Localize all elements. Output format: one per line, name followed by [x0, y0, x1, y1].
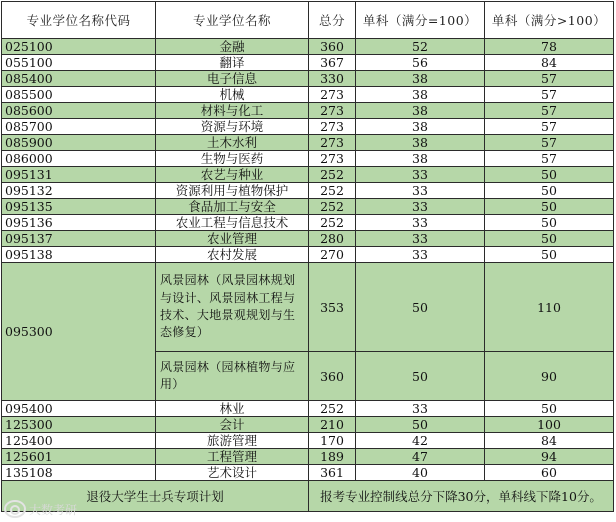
cell-single-gt100: 60 — [485, 465, 614, 481]
cell-code: 095131 — [2, 167, 156, 183]
cell-name: 机械 — [156, 87, 309, 103]
cell-code: 095400 — [2, 401, 156, 417]
cell-single-100: 33 — [356, 183, 485, 199]
cell-single-gt100: 100 — [485, 417, 614, 433]
cell-total: 273 — [309, 87, 356, 103]
cell-total: 170 — [309, 433, 356, 449]
cell-name: 资源与环境 — [156, 119, 309, 135]
table-row-landscape-1 — [2, 263, 614, 352]
header-code: 专业学位名称代码 — [2, 2, 156, 39]
table-row — [2, 215, 614, 231]
cell-total: 252 — [309, 167, 356, 183]
cell-code: 135108 — [2, 465, 156, 481]
cell-code: 095300 — [2, 263, 156, 401]
cell-name: 翻译 — [156, 55, 309, 71]
cell-name: 农村发展 — [156, 247, 309, 263]
watermark-logo-icon — [4, 500, 26, 518]
cell-total: 270 — [309, 247, 356, 263]
cell-total: 330 — [309, 71, 356, 87]
cell-single-gt100: 57 — [485, 71, 614, 87]
table-row — [2, 135, 614, 151]
cell-name: 资源利用与植物保护 — [156, 183, 309, 199]
watermark-text: 大数考研 — [29, 502, 78, 517]
cell-total: 252 — [309, 401, 356, 417]
cell-code: 085400 — [2, 71, 156, 87]
table-row — [2, 231, 614, 247]
table-row — [2, 87, 614, 103]
header-row — [2, 2, 614, 39]
cell-total: 273 — [309, 119, 356, 135]
table-row — [2, 199, 614, 215]
cell-name: 旅游管理 — [156, 433, 309, 449]
table-row — [2, 39, 614, 55]
cell-code: 125601 — [2, 449, 156, 465]
cell-name: 风景园林（园林植物与应用） — [156, 352, 309, 401]
cell-single-100: 33 — [356, 401, 485, 417]
cell-name: 农业管理 — [156, 231, 309, 247]
cell-name: 艺术设计 — [156, 465, 309, 481]
cell-name: 生物与医药 — [156, 151, 309, 167]
cell-total: 252 — [309, 199, 356, 215]
table-row — [2, 55, 614, 71]
cell-single-gt100: 50 — [485, 247, 614, 263]
cell-total: 273 — [309, 135, 356, 151]
cell-single-100: 38 — [356, 135, 485, 151]
cell-single-100: 33 — [356, 199, 485, 215]
cell-total: 189 — [309, 449, 356, 465]
cell-single-100: 38 — [356, 151, 485, 167]
cell-single-100: 50 — [356, 352, 485, 401]
table-row — [2, 247, 614, 263]
cell-single-100: 38 — [356, 119, 485, 135]
cell-total: 353 — [309, 263, 356, 352]
cell-single-100: 52 — [356, 39, 485, 55]
cell-code: 095135 — [2, 199, 156, 215]
cell-name: 农艺与种业 — [156, 167, 309, 183]
cell-code: 085500 — [2, 87, 156, 103]
cell-total: 280 — [309, 231, 356, 247]
cell-total: 361 — [309, 465, 356, 481]
cell-total: 252 — [309, 183, 356, 199]
header-single-gt100: 单科（满分>100） — [485, 2, 614, 39]
cell-single-100: 50 — [356, 263, 485, 352]
cell-single-gt100: 57 — [485, 87, 614, 103]
table-row — [2, 449, 614, 465]
cell-single-100: 47 — [356, 449, 485, 465]
table-row — [2, 465, 614, 481]
cell-single-gt100: 84 — [485, 55, 614, 71]
footer-row — [2, 481, 614, 512]
table-row — [2, 401, 614, 417]
cell-name: 材料与化工 — [156, 103, 309, 119]
cell-single-gt100: 50 — [485, 199, 614, 215]
cell-total: 273 — [309, 151, 356, 167]
cell-total: 360 — [309, 352, 356, 401]
cell-code: 125400 — [2, 433, 156, 449]
footer-note: 报考专业控制线总分下降30分，单科线下降10分。 — [309, 481, 614, 512]
table-row — [2, 151, 614, 167]
cell-name: 金融 — [156, 39, 309, 55]
cell-code: 095136 — [2, 215, 156, 231]
cell-single-100: 50 — [356, 417, 485, 433]
footer-label: 退役大学生士兵专项计划 — [2, 481, 309, 512]
cell-single-gt100: 110 — [485, 263, 614, 352]
score-table-body — [2, 2, 614, 512]
cell-single-100: 42 — [356, 433, 485, 449]
cell-single-100: 33 — [356, 215, 485, 231]
cell-single-100: 38 — [356, 103, 485, 119]
header-total: 总分 — [309, 2, 356, 39]
cell-total: 252 — [309, 215, 356, 231]
table-row — [2, 119, 614, 135]
cell-single-gt100: 50 — [485, 167, 614, 183]
table-row — [2, 71, 614, 87]
cell-name: 林业 — [156, 401, 309, 417]
cell-code: 085900 — [2, 135, 156, 151]
cell-single-gt100: 57 — [485, 151, 614, 167]
cell-code: 095138 — [2, 247, 156, 263]
cell-single-gt100: 50 — [485, 215, 614, 231]
cell-name: 风景园林（风景园林规划与设计、风景园林工程与技术、大地景观规划与生态修复） — [156, 263, 309, 352]
table-row — [2, 433, 614, 449]
cell-single-100: 38 — [356, 71, 485, 87]
cell-single-gt100: 50 — [485, 231, 614, 247]
cell-single-100: 33 — [356, 247, 485, 263]
cell-single-100: 33 — [356, 231, 485, 247]
cell-single-gt100: 50 — [485, 183, 614, 199]
table-row — [2, 417, 614, 433]
cell-code: 095132 — [2, 183, 156, 199]
table-row — [2, 167, 614, 183]
cell-code: 125300 — [2, 417, 156, 433]
cell-single-gt100: 94 — [485, 449, 614, 465]
cell-code: 085600 — [2, 103, 156, 119]
cell-code: 095137 — [2, 231, 156, 247]
header-single-100: 单科（满分=100） — [356, 2, 485, 39]
cell-code: 085700 — [2, 119, 156, 135]
cell-code: 055100 — [2, 55, 156, 71]
cell-name: 土木水利 — [156, 135, 309, 151]
cell-name: 工程管理 — [156, 449, 309, 465]
header-name: 专业学位名称 — [156, 2, 309, 39]
cell-single-100: 33 — [356, 167, 485, 183]
cell-total: 360 — [309, 39, 356, 55]
score-table — [1, 1, 614, 512]
cell-single-gt100: 57 — [485, 135, 614, 151]
cell-code: 086000 — [2, 151, 156, 167]
cell-code: 025100 — [2, 39, 156, 55]
cell-single-gt100: 57 — [485, 103, 614, 119]
cell-total: 210 — [309, 417, 356, 433]
table-row — [2, 103, 614, 119]
table-row — [2, 183, 614, 199]
cell-single-gt100: 50 — [485, 401, 614, 417]
cell-single-gt100: 90 — [485, 352, 614, 401]
cell-name: 电子信息 — [156, 71, 309, 87]
cell-total: 273 — [309, 103, 356, 119]
cell-single-gt100: 57 — [485, 119, 614, 135]
cell-single-100: 40 — [356, 465, 485, 481]
cell-single-gt100: 84 — [485, 433, 614, 449]
watermark — [4, 500, 77, 518]
cell-name: 食品加工与安全 — [156, 199, 309, 215]
cell-single-100: 38 — [356, 87, 485, 103]
cell-name: 农业工程与信息技术 — [156, 215, 309, 231]
cell-name: 会计 — [156, 417, 309, 433]
cell-total: 367 — [309, 55, 356, 71]
cell-single-100: 56 — [356, 55, 485, 71]
cell-single-gt100: 78 — [485, 39, 614, 55]
